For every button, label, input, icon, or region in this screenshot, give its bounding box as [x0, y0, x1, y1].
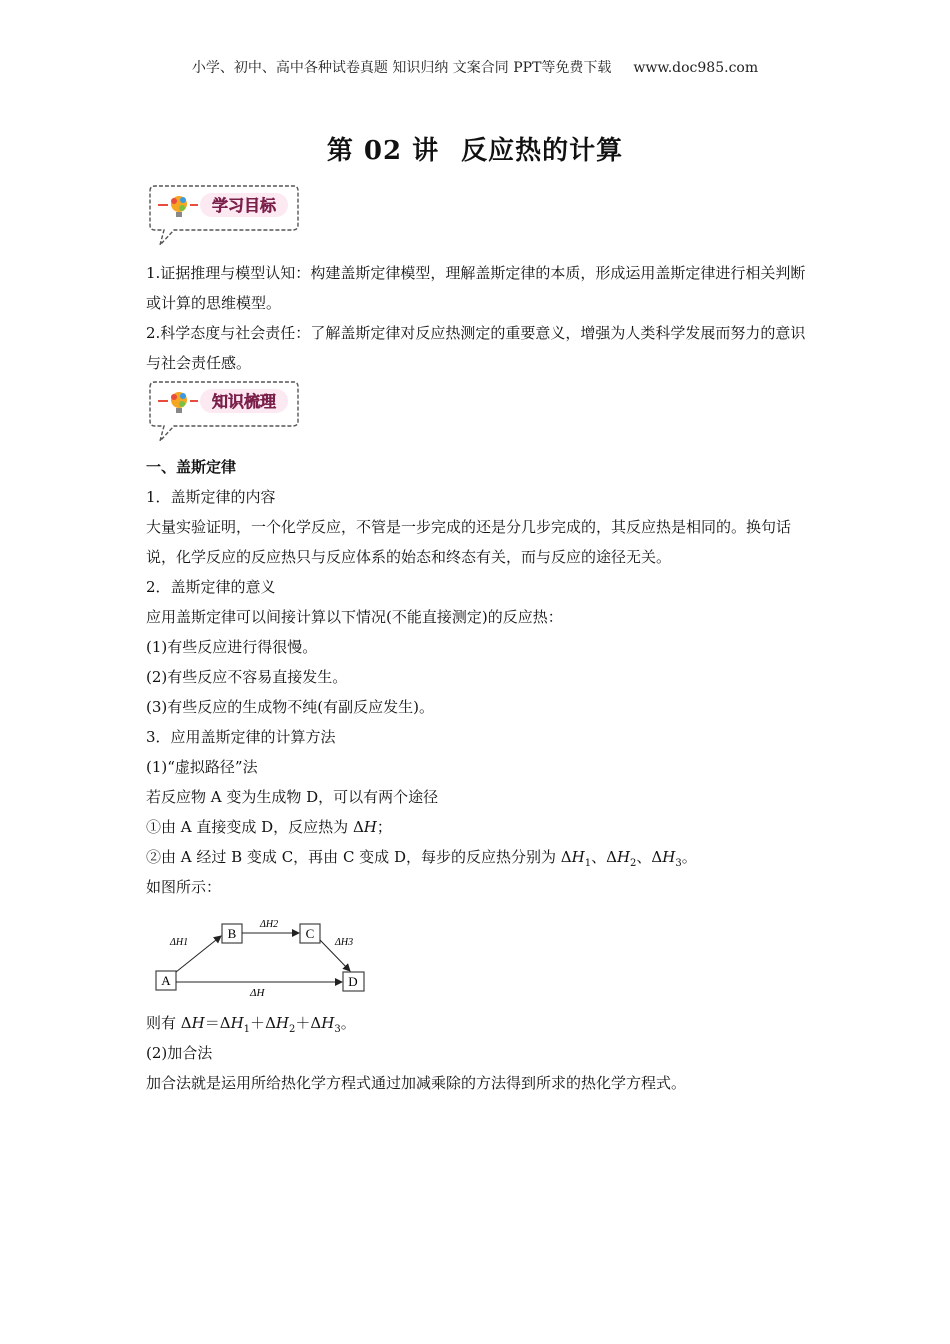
page-header	[0, 57, 950, 77]
label-dh2: ΔH2	[260, 919, 279, 930]
knowledge-review-badge	[144, 379, 300, 445]
subsection-heading: 3．应用盖斯定律的计算方法	[146, 728, 336, 746]
node-c: C	[305, 926, 315, 941]
paragraph: 若反应物 A 变为生成物 D，可以有两个途径	[146, 788, 439, 806]
section-heading: 一、盖斯定律	[146, 458, 237, 476]
knowledge-section-continued	[146, 1008, 810, 1098]
subsection-heading: 2．盖斯定律的意义	[146, 578, 276, 596]
label-dh3: ΔH3	[335, 937, 354, 948]
figure-caption: 如图所示：	[146, 878, 222, 896]
header-url[interactable]: www.doc985.com	[633, 60, 759, 76]
learning-goals	[146, 258, 810, 378]
learning-goals-badge	[144, 183, 300, 249]
title-topic: 反应热的计算	[461, 136, 624, 166]
list-item: (2)有些反应不容易直接发生。	[146, 668, 348, 686]
lightbulb-icon	[158, 392, 198, 413]
method-heading: (1)“虚拟路径”法	[146, 758, 258, 776]
learning-goals-label: 学习目标	[211, 196, 277, 215]
method-heading: (2)加合法	[146, 1044, 213, 1062]
list-item: (3)有些反应的生成物不纯(有副反应发生)。	[146, 698, 434, 716]
route-direct: ①由 A 直接变成 D，反应热为 ΔH；	[146, 818, 392, 836]
knowledge-review-label: 知识梳理	[211, 392, 277, 411]
label-dh1: ΔH1	[170, 937, 189, 948]
paragraph: 大量实验证明，一个化学反应，不管是一步完成的还是分几步完成的，其反应热是相同的。换句话说，化学反应的反应热只与反应体系的始态和终态有关，而与反应的途径无关。	[146, 518, 792, 566]
goal-item: 1.证据推理与模型认知：构建盖斯定律模型，理解盖斯定律的本质，形成运用盖斯定律进行相关判断或计算的思维模型。	[146, 264, 806, 312]
route-indirect: ②由 A 经过 B 变成 C，再由 C 变成 D，每步的反应热分别为 $\Delta H_1$、$\Delta H_2$、$\Delta H_3$。	[146, 848, 697, 869]
paragraph: 加合法就是运用所给热化学方程式通过加减乘除的方法得到所求的热化学方程式。	[146, 1074, 687, 1092]
paragraph: 应用盖斯定律可以间接计算以下情况(不能直接测定)的反应热：	[146, 608, 563, 626]
hess-path-diagram	[150, 912, 370, 1002]
list-item: (1)有些反应进行得很慢。	[146, 638, 318, 656]
label-dh: ΔH	[250, 987, 265, 999]
node-b: B	[227, 926, 237, 941]
result-equation: 则有 $\Delta H=\Delta H_1+\Delta H_2+\Delta H_3$。	[146, 1014, 356, 1035]
knowledge-section	[146, 452, 810, 902]
title-lesson-number: 第 02 讲	[326, 136, 440, 166]
subsection-heading: 1．盖斯定律的内容	[146, 488, 276, 506]
goal-item: 2.科学态度与社会责任：了解盖斯定律对反应热测定的重要意义，增强为人类科学发展而努力的意识与社会责任感。	[146, 324, 806, 372]
node-a: A	[161, 973, 171, 988]
page-title	[0, 130, 950, 167]
node-d: D	[348, 974, 358, 989]
header-text: 小学、初中、高中各种试卷真题 知识归纳 文案合同 PPT等免费下载	[191, 60, 612, 76]
lightbulb-icon	[158, 196, 198, 217]
